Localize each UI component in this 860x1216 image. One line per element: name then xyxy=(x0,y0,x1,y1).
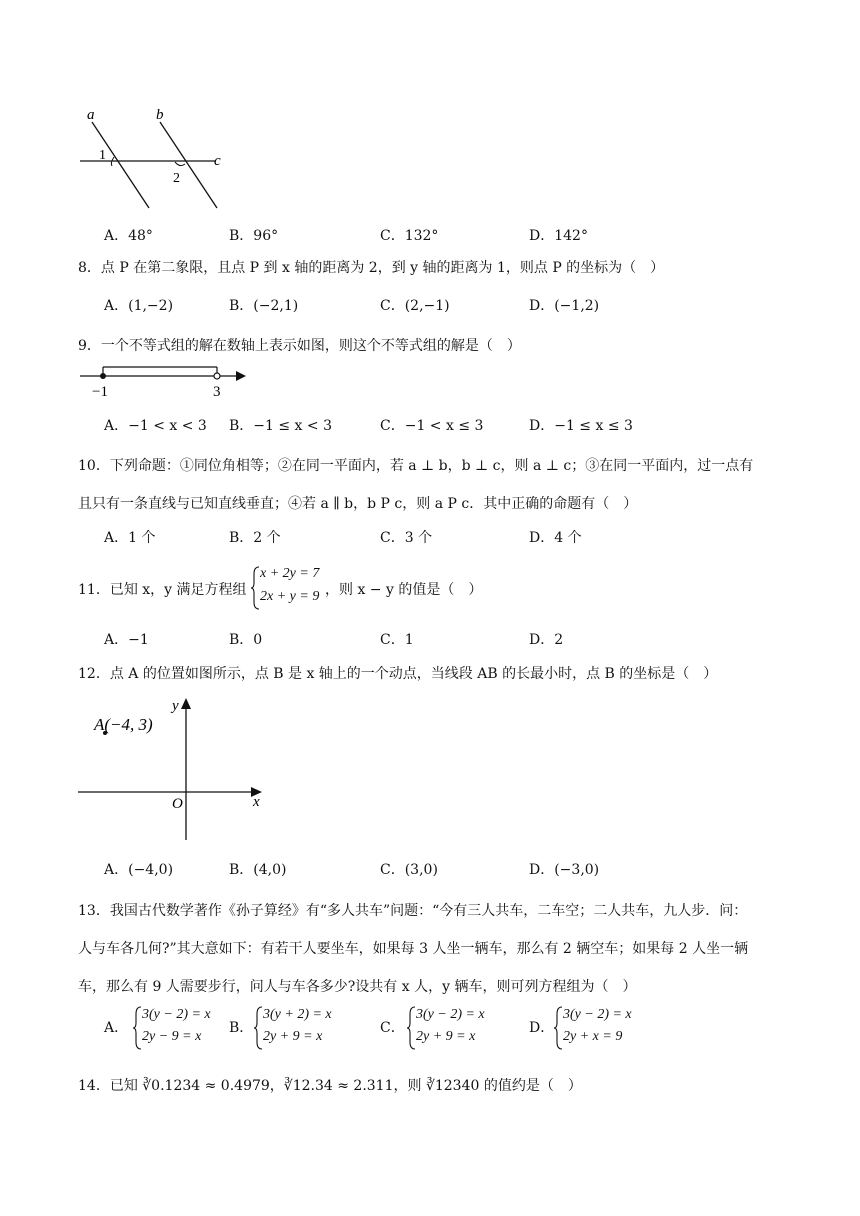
tick-label-neg1: −1 xyxy=(92,384,108,400)
q7-option-a[interactable]: A．48° xyxy=(104,228,153,244)
q13-option-c-brace xyxy=(406,1006,416,1050)
q8-option-c[interactable]: C．(2,−1) xyxy=(380,298,450,314)
q13-option-b-label: B． xyxy=(229,1020,254,1036)
q9-option-b[interactable]: B．−1 ≤ x < 3 xyxy=(229,418,332,434)
q8-option-b[interactable]: B．(−2,1) xyxy=(229,298,299,314)
q13-option-d-eq2: 2y + x = 9 xyxy=(563,1029,623,1044)
q13-option-d-eq1: 3(y − 2) = x xyxy=(563,1007,632,1022)
q12-question: 12．点 A 的位置如图所示，点 B 是 x 轴上的一个动点，当线段 AB 的长最小时，点 B 的坐标是（ ） xyxy=(78,666,718,682)
q11-question-suffix: ，则 x − y 的值是（ ） xyxy=(325,582,483,598)
label-angle-1: 1 xyxy=(99,148,106,163)
solid-point xyxy=(100,373,106,379)
q13-question-line3: 车，那么有 9 人需要步行，问人与车各多少?设共有 x 人，y 辆车，则可列方程组为（ ） xyxy=(78,979,637,995)
label-angle-2: 2 xyxy=(173,171,180,186)
q13-option-a-label: A． xyxy=(104,1020,129,1036)
q13-option-a[interactable] xyxy=(104,1006,219,1050)
q10-option-d[interactable]: D．4 个 xyxy=(529,530,582,546)
q11-equation-1: x + 2y = 7 xyxy=(260,566,320,581)
angle-2-arc xyxy=(175,162,185,166)
q12-option-b[interactable]: B．(4,0) xyxy=(229,862,287,878)
label-a: a xyxy=(87,107,95,123)
q13-option-d-brace xyxy=(553,1006,563,1050)
q12-option-d[interactable]: D．(−3,0) xyxy=(529,862,600,878)
q7-option-d[interactable]: D．142° xyxy=(529,228,588,244)
q13-option-a-eq1: 3(y − 2) = x xyxy=(142,1007,211,1022)
q11-brace xyxy=(250,566,260,610)
q8-option-d[interactable]: D．(−1,2) xyxy=(529,298,600,314)
q13-option-b-eq2: 2y + 9 = x xyxy=(263,1029,323,1044)
q13-option-b-eq1: 3(y + 2) = x xyxy=(263,1007,332,1022)
line-b xyxy=(160,122,217,208)
hollow-point xyxy=(214,373,220,379)
q14-question: 14．已知 ∛0.1234 ≈ 0.4979，∛12.34 ≈ 2.311，则 ∛12340 的值约是（ ） xyxy=(78,1078,582,1094)
number-line-figure xyxy=(78,362,253,402)
y-axis-label: y xyxy=(172,698,179,714)
q13-option-c-label: C． xyxy=(380,1020,405,1036)
q7-option-b[interactable]: B．96° xyxy=(229,228,279,244)
q13-option-c-eq1: 3(y − 2) = x xyxy=(416,1007,485,1022)
q13-option-c[interactable] xyxy=(380,1006,500,1050)
q13-option-a-brace xyxy=(132,1006,142,1050)
y-axis-arrow xyxy=(181,698,191,709)
q9-option-a[interactable]: A．−1 < x < 3 xyxy=(104,418,207,434)
q10-question-line1: 10．下列命题：①同位角相等；②在同一平面内，若 a ⊥ b，b ⊥ c，则 a ⊥ c；③在同一平面内，过一点有 xyxy=(78,458,754,474)
q11-option-d[interactable]: D．2 xyxy=(529,632,564,648)
q11-option-a[interactable]: A．−1 xyxy=(104,632,149,648)
q13-option-d-label: D． xyxy=(529,1020,555,1036)
q13-option-a-eq2: 2y − 9 = x xyxy=(142,1029,202,1044)
point-a-label: A(−4, 3) xyxy=(94,715,153,734)
q13-option-b[interactable] xyxy=(229,1006,344,1050)
q12-option-a[interactable]: A．(−4,0) xyxy=(104,862,174,878)
q9-option-c[interactable]: C．−1 < x ≤ 3 xyxy=(380,418,484,434)
q7-option-c[interactable]: C．132° xyxy=(380,228,439,244)
q8-option-a[interactable]: A．(1,−2) xyxy=(104,298,174,314)
q10-question-line2: 且只有一条直线与已知直线垂直；④若 a ∥ b，b P c，则 a P c．其中正确的命题有（ ） xyxy=(78,496,638,512)
q9-option-d[interactable]: D．−1 ≤ x ≤ 3 xyxy=(529,418,633,434)
q10-option-b[interactable]: B．2 个 xyxy=(229,530,281,546)
q10-option-c[interactable]: C．3 个 xyxy=(380,530,433,546)
label-c: c xyxy=(214,153,221,169)
q8-question: 8．点 P 在第二象限，且点 P 到 x 轴的距离为 2，到 y 轴的距离为 1，则点 P 的坐标为（ ） xyxy=(78,260,665,276)
origin-label: O xyxy=(172,796,183,812)
q11-equation-2: 2x + y = 9 xyxy=(260,589,320,604)
q10-option-a[interactable]: A．1 个 xyxy=(104,530,156,546)
q9-question: 9．一个不等式组的解在数轴上表示如图，则这个不等式组的解是（ ） xyxy=(78,338,521,354)
q11-option-b[interactable]: B．0 xyxy=(229,632,263,648)
tick-label-3: 3 xyxy=(213,384,221,400)
parallel-lines-figure xyxy=(70,100,240,218)
q13-option-d[interactable] xyxy=(529,1006,649,1050)
q11-question-prefix: 11．已知 x，y 满足方程组 xyxy=(78,582,247,598)
label-b: b xyxy=(156,107,164,123)
coordinate-plane-figure xyxy=(76,694,276,842)
x-axis-label: x xyxy=(253,794,260,810)
q13-question-line2: 人与车各几何?”其大意如下：有若干人要坐车，如果每 3 人坐一辆车，那么有 2 辆空车；如果每 2 人坐一辆 xyxy=(78,941,749,957)
line-a xyxy=(92,122,149,208)
axis-arrow xyxy=(236,371,246,381)
q13-option-c-eq2: 2y + 9 = x xyxy=(416,1029,476,1044)
q13-option-b-brace xyxy=(253,1006,263,1050)
q12-option-c[interactable]: C．(3,0) xyxy=(380,862,438,878)
q13-question-line1: 13．我国古代数学著作《孙子算经》有“多人共车”问题：“今有三人共车，二车空；二人共车，九人步．问： xyxy=(78,903,748,919)
q11-option-c[interactable]: C．1 xyxy=(380,632,414,648)
